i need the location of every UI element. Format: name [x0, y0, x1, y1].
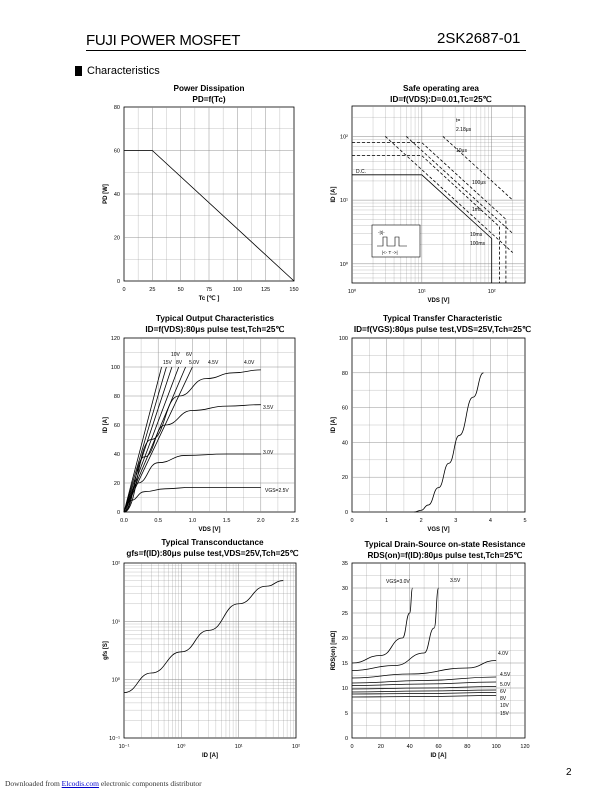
- x-tick-label: 10⁻¹: [118, 744, 130, 750]
- chart-2-title-text: Safe operating area: [403, 84, 479, 93]
- chart-1-title-text: Power Dissipation: [173, 84, 245, 93]
- x-tick-label: 60: [435, 744, 442, 750]
- y-tick-label: 80: [113, 105, 120, 111]
- y-tick-label: 120: [110, 336, 120, 342]
- chart-5-title-text: Typical Transconductance: [161, 538, 264, 547]
- y-axis-label: gfs [S]: [103, 641, 109, 660]
- x-axis-label: VDS [V]: [198, 527, 221, 533]
- x-axis-label: VGS [V]: [427, 527, 450, 533]
- chart-3-title-text: Typical Output Characteristics: [155, 314, 275, 323]
- curve-label: 4.0V: [498, 651, 509, 657]
- y-tick-label: 15: [341, 661, 348, 667]
- y-tick-label: 40: [113, 452, 120, 458]
- x-tick-label: 10²: [292, 744, 300, 750]
- footer-prefix: Downloaded from: [5, 779, 62, 788]
- chart-rds-on: [331, 561, 530, 759]
- y-axis-label: RDS(on) [mΩ]: [331, 630, 337, 671]
- y-tick-label: 0: [344, 510, 348, 516]
- chart-3-subtitle: ID=f(VDS):80μs pulse test,Tch=25℃: [145, 325, 285, 334]
- x-tick-label: 25: [149, 287, 156, 293]
- x-axis-label: ID [A]: [202, 753, 218, 759]
- x-tick-label: 1.0: [188, 518, 197, 524]
- y-axis-label: ID [A]: [331, 186, 337, 203]
- soa-annotation: 1ms: [472, 207, 482, 213]
- x-tick-label: 0.5: [154, 518, 163, 524]
- x-tick-label: 100: [232, 287, 242, 293]
- x-tick-label: 50: [177, 287, 184, 293]
- y-tick-label: 20: [341, 475, 348, 482]
- x-tick-label: 0: [350, 744, 354, 750]
- x-tick-label: 150: [289, 287, 299, 293]
- plot-frame: [124, 563, 296, 738]
- x-tick-label: 0: [122, 287, 126, 293]
- curve-label: 5.0V: [189, 360, 200, 366]
- y-tick-label: 10⁻¹: [109, 736, 120, 742]
- chart-4-title-text: Typical Transfer Characteristic: [382, 314, 503, 323]
- y-axis-label: PD [W]: [103, 184, 109, 204]
- curve-label: 8V: [176, 360, 183, 366]
- chart-6-title-text: Typical Drain-Source on-state Resistance: [364, 540, 526, 549]
- x-tick-label: 1: [385, 518, 389, 524]
- y-tick-label: 0: [116, 279, 120, 285]
- chart-5-subtitle: gfs=f(ID):80μs pulse test,VDS=25V,Tch=25℃: [126, 549, 299, 558]
- y-tick-label: 100: [338, 336, 348, 342]
- y-tick-label: 0: [344, 736, 348, 742]
- soa-line: [352, 143, 506, 283]
- x-axis-label: Tc [℃ ]: [198, 296, 220, 302]
- y-tick-label: 10²: [112, 561, 120, 567]
- y-tick-label: 80: [113, 394, 120, 400]
- curve-label: 4.5V: [500, 672, 511, 678]
- footer-link[interactable]: Elcodis.com: [61, 779, 99, 788]
- section-title: Characteristics: [87, 65, 160, 77]
- x-tick-label: 80: [464, 744, 471, 750]
- x-axis-label: VDS [V]: [427, 298, 450, 304]
- y-tick-label: 10¹: [112, 619, 120, 626]
- y-axis-label: ID [A]: [103, 417, 109, 433]
- curve-label: 6V: [500, 689, 507, 695]
- part-number: 2SK2687-01: [437, 30, 521, 47]
- curve-label: 3.5V: [263, 405, 274, 411]
- y-tick-label: 10: [341, 686, 348, 692]
- x-tick-label: 0: [350, 518, 354, 524]
- x-tick-label: 1.5: [222, 518, 231, 524]
- inset-label-T: |<- T ->|: [382, 250, 398, 255]
- curve-label: VGS=2.5V: [265, 488, 289, 494]
- chart-6-subtitle: RDS(on)=f(ID):80μs pulse test,Tch=25℃: [367, 551, 523, 560]
- y-tick-label: 40: [113, 192, 120, 198]
- inset-label-t: -|t|-: [378, 230, 385, 235]
- chart-transfer-characteristic: [331, 336, 527, 533]
- curve-label: VGS=3.0V: [386, 579, 410, 585]
- chart-output-characteristics: [103, 336, 299, 533]
- curve-label: 3.0V: [263, 450, 274, 456]
- x-tick-label: 100: [491, 744, 501, 750]
- chart-4-subtitle: ID=f(VGS):80μs pulse test,VDS=25V,Tch=25℃: [353, 325, 532, 334]
- x-tick-label: 125: [261, 287, 271, 293]
- y-tick-label: 30: [341, 586, 348, 592]
- y-tick-label: 5: [344, 711, 348, 717]
- soa-annotation: 10ms: [470, 232, 483, 238]
- x-tick-label: 75: [205, 287, 213, 293]
- curve-label: 8V: [500, 696, 507, 702]
- y-tick-label: 40: [341, 440, 348, 447]
- page-number: 2: [566, 767, 572, 778]
- x-tick-label: 2.0: [256, 518, 265, 524]
- soa-annotation: D.C.: [356, 169, 366, 175]
- soa-annotation: 10μs: [456, 148, 467, 154]
- x-tick-label: 0.0: [120, 518, 128, 524]
- y-tick-label: 80: [341, 370, 348, 377]
- y-tick-label: 25: [341, 611, 348, 617]
- x-tick-label: 10¹: [417, 289, 426, 295]
- curve-label: 4.0V: [244, 360, 255, 366]
- x-tick-label: 120: [520, 744, 530, 750]
- soa-annotation: 100ms: [470, 241, 486, 247]
- footer: [5, 779, 202, 788]
- x-tick-label: 3: [454, 518, 458, 524]
- x-tick-label: 20: [377, 744, 384, 750]
- curve-label: 15V: [500, 711, 509, 717]
- chart-2-subtitle: ID=f(VDS):D=0.01,Tc=25℃: [390, 95, 492, 104]
- y-tick-label: 20: [113, 235, 120, 242]
- soa-annotation: t=: [456, 118, 461, 124]
- x-tick-label: 4: [488, 518, 492, 524]
- x-tick-label: 2.5: [291, 518, 299, 524]
- y-tick-label: 60: [113, 148, 120, 155]
- x-axis-label: ID [A]: [430, 753, 447, 759]
- soa-annotation: 2.18μs: [456, 127, 472, 133]
- y-tick-label: 60: [341, 405, 348, 412]
- chart-safe-operating-area: [331, 106, 525, 304]
- curve-label: 5.0V: [500, 682, 511, 688]
- gfs-curve: [124, 581, 283, 693]
- curve-label: 10V: [500, 703, 509, 709]
- y-tick-label: 100: [110, 365, 120, 371]
- y-tick-label: 0: [116, 510, 120, 516]
- x-tick-label: 40: [406, 744, 413, 750]
- chart-power-dissipation: [103, 105, 299, 302]
- x-tick-label: 10⁰: [177, 744, 186, 750]
- y-tick-label: 10²: [340, 134, 348, 141]
- y-tick-label: 35: [341, 561, 348, 567]
- x-tick-label: 10²: [487, 289, 496, 295]
- document-title: FUJI POWER MOSFET: [86, 32, 241, 49]
- footer-suffix: electronic components distributor: [98, 779, 202, 788]
- x-tick-label: 10⁰: [347, 289, 357, 295]
- x-tick-label: 10¹: [234, 744, 243, 750]
- curve-label: 10V: [171, 352, 180, 358]
- y-tick-label: 10¹: [340, 198, 348, 205]
- y-tick-label: 20: [341, 636, 348, 642]
- y-tick-label: 20: [113, 481, 120, 487]
- soa-annotation: 100μs: [472, 180, 486, 186]
- y-axis-label: ID [A]: [331, 417, 337, 433]
- curve-label: 3.5V: [450, 578, 461, 584]
- x-tick-label: 2: [419, 518, 423, 524]
- curve-label: 4.5V: [208, 360, 219, 366]
- x-tick-label: 5: [523, 518, 527, 524]
- curve-label: 6V: [186, 352, 193, 358]
- y-tick-label: 60: [113, 423, 120, 429]
- soa-line: [443, 136, 513, 200]
- curve-label: 15V: [163, 360, 172, 366]
- y-tick-label: 10⁰: [339, 261, 348, 268]
- y-tick-label: 10⁰: [111, 677, 120, 684]
- chart-1-subtitle: PD=f(Tc): [192, 95, 226, 104]
- chart-transconductance: [103, 561, 300, 759]
